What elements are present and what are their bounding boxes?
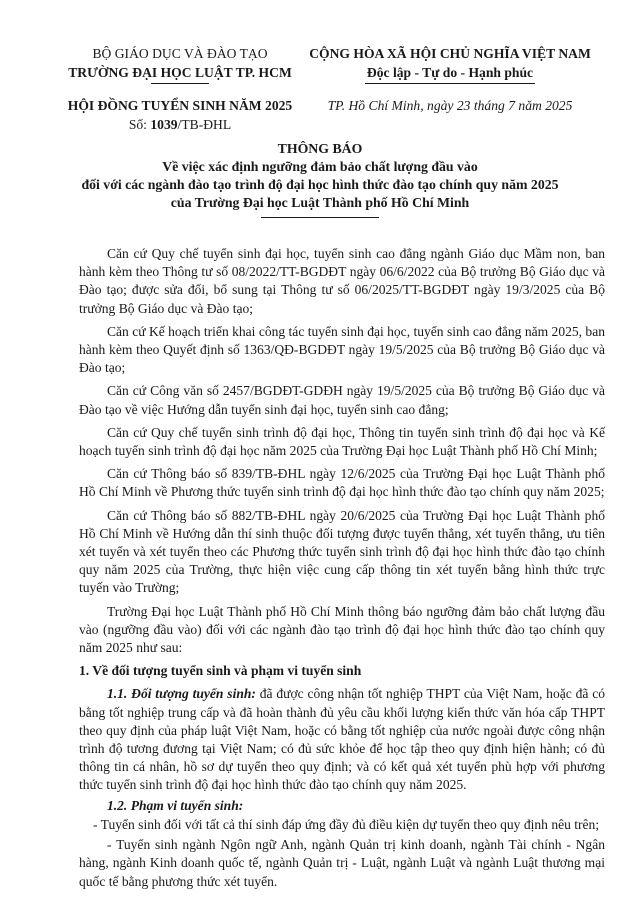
national-header xyxy=(300,44,600,84)
paragraph: Trường Đại học Luật Thành phố Hồ Chí Minh thông báo ngưỡng đảm bảo chất lượng đầu vào (ngưỡng đầu vào) đối với các ngành đào tạo trình độ đại học hình thức đào tạo chính quy năm 2025 như sau: xyxy=(79,603,605,656)
subsection-1-2-heading: 1.2. Phạm vi tuyển sinh: xyxy=(107,797,244,813)
paragraph: Căn cứ Công văn số 2457/BGDĐT-GDĐH ngày 19/5/2025 của Bộ trưởng Bộ Giáo dục và Đào tạo về việc Hướng dẫn tuyển sinh đại học, tuyển sinh cao đẳng; xyxy=(79,383,605,417)
council-name: HỘI ĐỒNG TUYỂN SINH NĂM 2025 xyxy=(67,98,293,113)
title-rule xyxy=(261,217,379,218)
title-heading: THÔNG BÁO xyxy=(277,141,363,156)
dateline: TP. Hồ Chí Minh, ngày 23 tháng 7 năm 2025 xyxy=(327,98,573,113)
issuer-block xyxy=(62,44,298,84)
title-line-1: Về việc xác định ngưỡng đảm bảo chất lượng đầu vào xyxy=(162,159,478,174)
university-name: TRƯỜNG ĐẠI HỌC LUẬT TP. HCM xyxy=(68,65,292,80)
paragraph: Căn cứ Quy chế tuyển sinh đại học, tuyển sinh cao đẳng ngành Giáo dục Mầm non, ban hành kèm theo Thông tư số 08/2022/TT-BGDĐT ngày 06/6/2022 của Bộ trưởng Bộ Giáo dục và Đào tạo; được sửa đổi, bổ sung tại Thông tư số 06/2025/TT-BGDĐT ngày 19/3/2025 của Bộ trưởng Bộ Giáo dục và Đào tạo; xyxy=(79,246,605,316)
paragraph: Căn cứ Quy chế tuyển sinh trình độ đại học, Thông tin tuyển sinh trình độ đại học và Kế hoạch tuyển sinh trình độ đại học năm 2025 của Trường Đại học Luật Thành phố Hồ Chí Minh; xyxy=(79,424,605,459)
paragraph: Căn cứ Thông báo số 839/TB-ĐHL ngày 12/6/2025 của Trường Đại học Luật Thành phố Hồ Chí Minh về Phương thức tuyển sinh trình độ đại học hình thức đào tạo chính quy năm 2025; xyxy=(79,466,605,500)
motto-underline xyxy=(365,83,535,84)
document-body xyxy=(79,245,605,891)
section-heading: 1. Về đối tượng tuyển sinh và phạm vi tuyển sinh xyxy=(79,663,362,679)
document-number: Số: 1039/TB-ĐHL xyxy=(128,117,232,132)
subsection-1-1: 1.1. Đối tượng tuyển sinh: đã được công nhận tốt nghiệp THPT của Việt Nam, hoặc đã có bằng tốt nghiệp trung cấp và đã hoàn thành đủ yêu cầu khối lượng kiến thức văn hóa cấp THPT theo quy định của pháp luật Việt Nam, hoặc có bằng tốt nghiệp của nước ngoài được công nhận trình độ tương đương tại Việt Nam; có đủ sức khỏe để học tập theo quy định hiện hành; có đủ thông tin cá nhân, hồ sơ dự tuyển theo quy định; và có kết quả xét tuyển phù hợp với phương thức tuyển sinh trình độ đại học hình thức đào tạo chính quy năm 2025. xyxy=(79,686,606,793)
paragraph: Căn cứ Thông báo số 882/TB-ĐHL ngày 20/6/2025 của Trường Đại học Luật Thành phố Hồ Chí Minh về Hướng dẫn thí sinh thuộc đối tượng được tuyển thẳng, xét tuyển thẳng, ưu tiên xét tuyển và xét tuyển theo các Phương thức tuyển sinh trình độ đại học hình thức đào tạo chính quy năm 2025 của Trường, thực hiện việc cung cấp thông tin xét tuyển bằng hình thức trực tuyến vào Trường; xyxy=(79,507,605,596)
council-block xyxy=(62,96,298,134)
paragraph: Căn cứ Kế hoạch triển khai công tác tuyển sinh đại học, tuyển sinh cao đẳng năm 2025, ban hành kèm theo Quyết định số 1363/QĐ-BGDĐT ngày 19/5/2025 của Bộ trưởng Bộ Giáo dục và Đào tạo; xyxy=(79,323,605,376)
country-name: CỘNG HÒA XÃ HỘI CHỦ NGHĨA VIỆT NAM xyxy=(309,46,591,61)
national-motto: Độc lập - Tự do - Hạnh phúc xyxy=(366,65,534,80)
bullet-item: - Tuyển sinh ngành Ngôn ngữ Anh, ngành Quản trị kinh doanh, ngành Tài chính - Ngân hàng, ngành Kinh doanh quốc tế, ngành Quản trị - Luật, ngành Luật và ngành Luật thương mại quốc tế bằng phương thức xét tuyển. xyxy=(79,837,605,889)
issuer-underline xyxy=(151,83,209,84)
document-title xyxy=(40,140,600,218)
ministry-name: BỘ GIÁO DỤC VÀ ĐÀO TẠO xyxy=(92,46,268,61)
bullet-item: - Tuyển sinh đối với tất cả thí sinh đáp ứng đầy đủ điều kiện dự tuyển theo quy định nêu trên; xyxy=(93,816,600,832)
title-line-2: đối với các ngành đào tạo trình độ đại học hình thức đào tạo chính quy năm 2025 xyxy=(81,177,559,192)
title-line-3: của Trường Đại học Luật Thành phố Hồ Chí Minh xyxy=(170,195,470,210)
